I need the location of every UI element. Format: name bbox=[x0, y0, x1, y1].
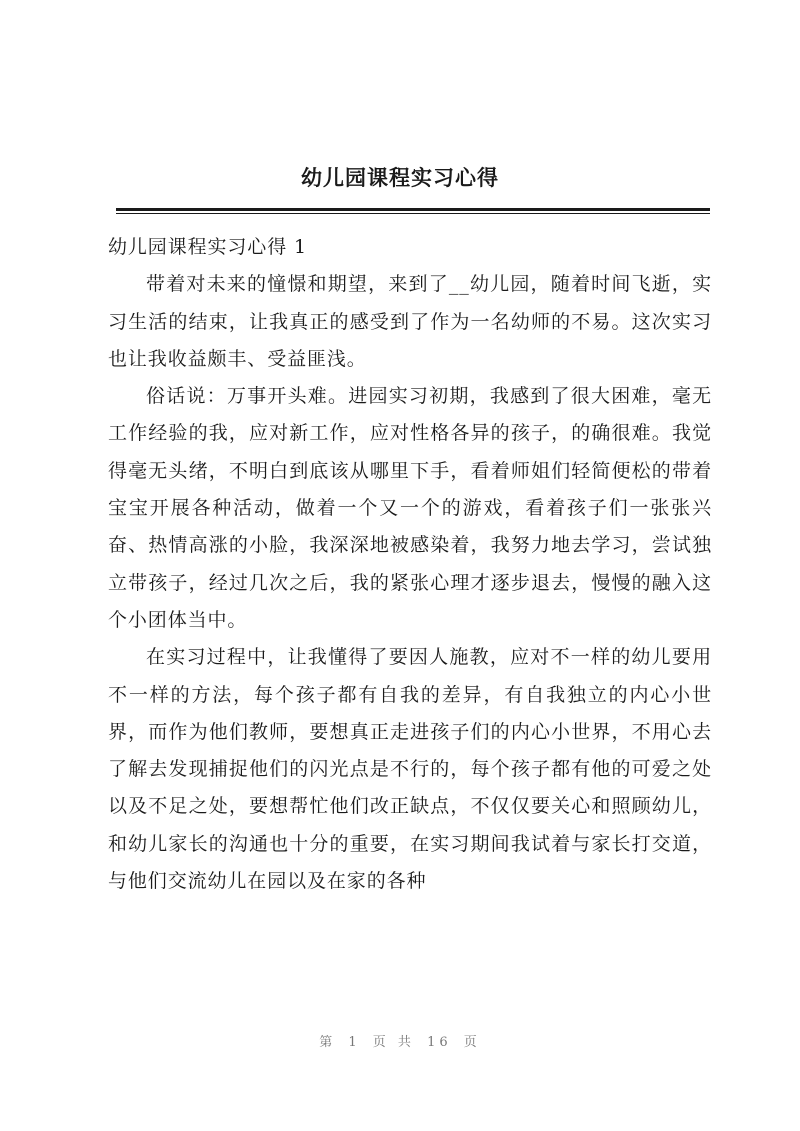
section-heading: 幼儿园课程实习心得 1 bbox=[108, 236, 308, 258]
page-footer bbox=[0, 1031, 800, 1050]
footer-prefix: 第 bbox=[319, 1035, 337, 1050]
title-divider bbox=[116, 208, 710, 211]
title-divider-thin bbox=[116, 213, 710, 214]
document-body bbox=[108, 229, 712, 900]
footer-suffix: 页 bbox=[463, 1035, 481, 1050]
paragraph-1: 带着对未来的憧憬和期望，来到了__幼儿园，随着时间飞逝，实习生活的结束，让我真正的感受到了作为一名幼师的不易。这次实习也让我收益颇丰、受益匪浅。 bbox=[108, 273, 712, 370]
footer-total-pages: 16 bbox=[427, 1035, 452, 1050]
document-title: 幼儿园课程实习心得 bbox=[301, 165, 499, 190]
paragraph-3: 在实习过程中，让我懂得了要因人施教，应对不一样的幼儿要用不一样的方法，每个孩子都有自我的差异，有自我独立的内心小世界，而作为他们教师，要想真正走进孩子们的内心小世界，不用心去了解去发现捕捉他们的闪光点是不行的，每个孩子都有他的可爱之处以及不足之处，要想帮忙他们改正缺点，不仅仅要关心和照顾幼儿，和幼儿家长的沟通也十分的重要，在实习期间我试着与家长打交道，与他们交流幼儿在园以及在家的各种 bbox=[108, 646, 712, 893]
footer-current-page: 1 bbox=[348, 1035, 361, 1050]
footer-middle: 页 共 bbox=[372, 1035, 415, 1050]
paragraph-2: 俗话说：万事开头难。进园实习初期，我感到了很大困难，毫无工作经验的我，应对新工作，应对性格各异的孩子，的确很难。我觉得毫无头绪，不明白到底该从哪里下手，看着师姐们轻简便松的带着宝宝开展各种活动，做着一个又一个的游戏，看着孩子们一张张兴奋、热情高涨的小脸，我深深地被感染着，我努力地去学习，尝试独立带孩子，经过几次之后，我的紧张心理才逐步退去，慢慢的融入这个小团体当中。 bbox=[108, 385, 712, 631]
